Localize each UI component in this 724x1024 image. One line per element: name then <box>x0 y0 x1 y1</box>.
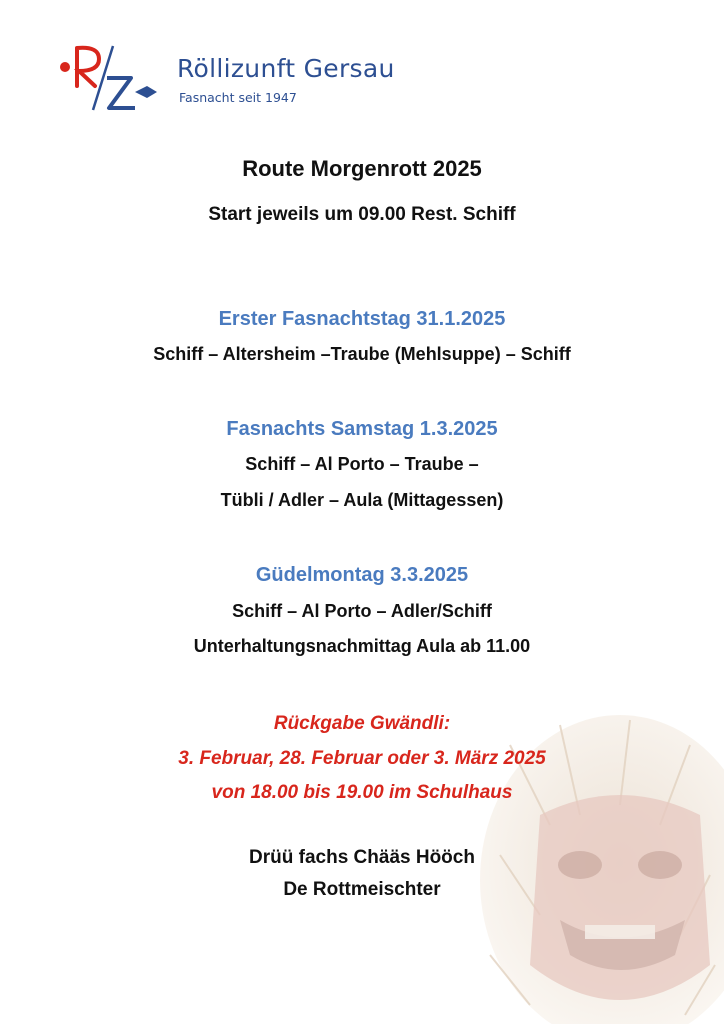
day-heading-3: Güdelmontag 3.3.2025 <box>255 564 469 586</box>
day-heading-2: Fasnachts Samstag 1.3.2025 <box>226 418 498 440</box>
return-notice-label: Rückgabe Gwändli: <box>273 713 451 734</box>
route-line: Schiff – Altersheim –Traube (Mehlsuppe) – Schiff <box>153 344 571 364</box>
return-notice-dates: 3. Februar, 28. Februar oder 3. März 2025 <box>178 748 546 769</box>
route-line: Schiff – Al Porto – Adler/Schiff <box>232 601 492 621</box>
start-info: Start jeweils um 09.00 Rest. Schiff <box>208 204 516 225</box>
org-subtitle: Fasnacht seit 1947 <box>179 90 297 105</box>
day-heading-1: Erster Fasnachtstag 31.1.2025 <box>218 308 506 330</box>
route-line: Schiff – Al Porto – Traube – <box>245 454 479 474</box>
org-name: Röllizunft Gersau <box>177 54 395 83</box>
route-line: Unterhaltungsnachmittag Aula ab 11.00 <box>193 636 531 656</box>
signature-line-1: Drüü fachs Chääs Hööch <box>249 847 475 868</box>
route-line: Tübli / Adler – Aula (Mittagessen) <box>220 490 504 510</box>
club-logo <box>55 40 415 120</box>
page-title: Route Morgenrott 2025 <box>242 156 482 181</box>
signature-line-2: De Rottmeischter <box>283 879 441 900</box>
rz-logo-icon <box>55 40 165 116</box>
return-notice-time: von 18.00 bis 19.00 im Schulhaus <box>211 782 513 803</box>
